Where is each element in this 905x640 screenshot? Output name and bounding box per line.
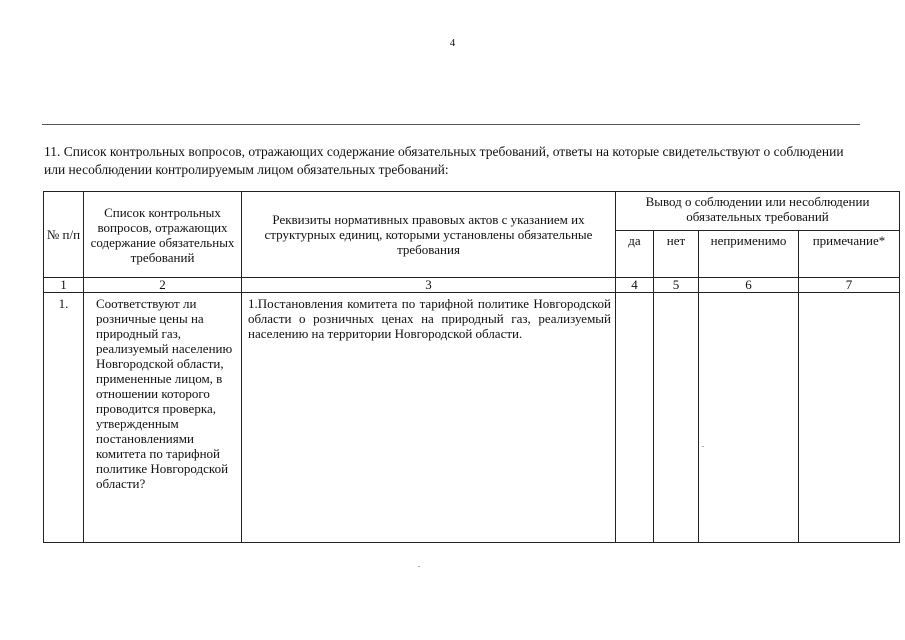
row-no-cell[interactable]: [654, 293, 699, 543]
column-index-7: 7: [799, 278, 900, 293]
table-header-row: [44, 192, 900, 231]
header-yes: да: [616, 231, 654, 278]
column-index-6: 6: [699, 278, 799, 293]
row-yes-cell[interactable]: [616, 293, 654, 543]
header-requisites-label: Реквизиты нормативных правовых актов с указанием их структурных единиц, которыми установлены обязательные требования: [264, 212, 593, 257]
column-index-1: 1: [44, 278, 84, 293]
row-num: 1.: [44, 293, 84, 543]
row-note-cell[interactable]: [799, 293, 900, 543]
header-verdict-label: Вывод о соблюдении или несоблюдении обязательных требований: [645, 194, 870, 224]
requirements-table: [43, 191, 900, 543]
header-note: примечание*: [799, 231, 900, 278]
column-index-5: 5: [654, 278, 699, 293]
header-num: [44, 192, 84, 278]
column-index-4: 4: [616, 278, 654, 293]
column-index-row: [44, 278, 900, 293]
column-index-2: 2: [84, 278, 242, 293]
header-not-applicable: неприменимо: [699, 231, 799, 278]
row-requisites: 1.Постановления комитета по тарифной политике Новгородской области о розничных ценах на природный газ, реализуемый населению на территории Новгородской области.: [242, 293, 616, 543]
header-verdict: [616, 192, 900, 231]
page-number: 4: [449, 37, 456, 49]
header-questions-label: Список контрольных вопросов, отражающих содержание обязательных требований: [90, 204, 235, 265]
scan-speck: [418, 566, 420, 567]
header-no: нет: [654, 231, 699, 278]
column-index-3: 3: [242, 278, 616, 293]
section-intro: 11. Список контрольных вопросов, отражающих содержание обязательных требований, ответы на которые свидетельствуют о соблюдении или несоблюдении контролируемым лицом обязательных требований:: [44, 144, 844, 177]
header-questions: [84, 192, 242, 278]
header-requisites: [242, 192, 616, 278]
scan-speck: [702, 446, 704, 447]
row-question: Соответствуют ли розничные цены на природный газ, реализуемый населению Новгородской области, примененные лицом, в отношении которого проводится проверка, утвержденным постановлениями комитета по тарифной политике Новгородской области?: [84, 293, 242, 543]
row-not-applicable-cell[interactable]: [699, 293, 799, 543]
top-divider: [42, 124, 860, 125]
table-row: [44, 293, 900, 543]
header-num-label: № п/п: [46, 227, 81, 242]
